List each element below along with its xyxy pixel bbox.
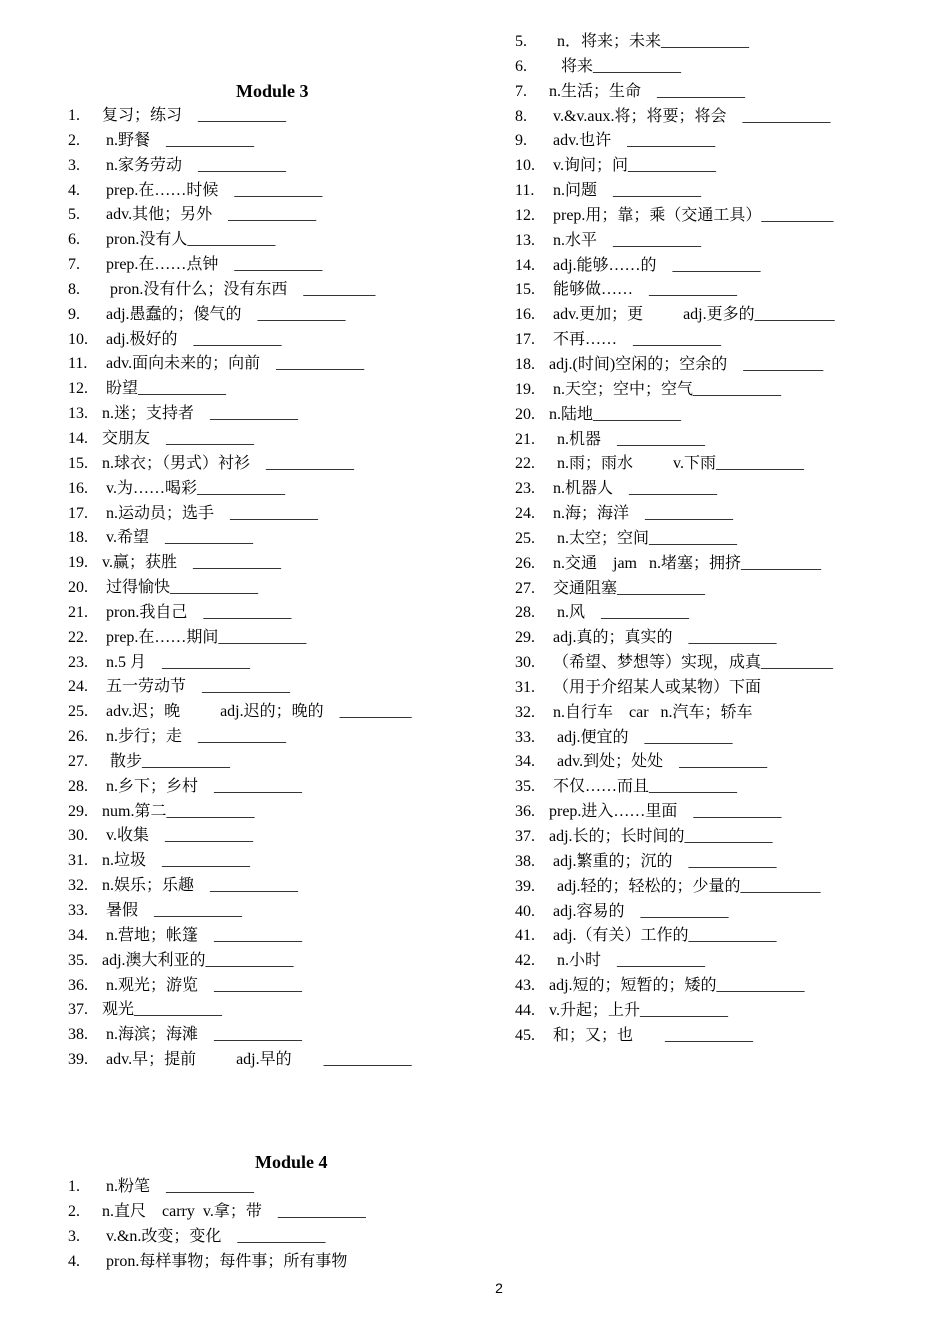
- vocab-item: [68, 551, 412, 576]
- item-number: 22.: [68, 628, 88, 646]
- vocab-item: [515, 825, 835, 850]
- vocab-item: [68, 601, 412, 626]
- item-number: 6.: [515, 57, 527, 75]
- vocab-item: [68, 179, 412, 204]
- vocab-item: [68, 203, 412, 228]
- item-text: n.风 ___________: [549, 604, 690, 622]
- item-number: 38.: [68, 1026, 88, 1044]
- item-text: 将来___________: [549, 57, 682, 75]
- item-text: adj.能够……的 ___________: [549, 256, 761, 274]
- vocab-item: [515, 204, 835, 229]
- item-text: prep.在……时候 ___________: [102, 181, 323, 199]
- item-text: adv.更加；更 adj.更多的__________: [549, 306, 835, 324]
- item-number: 20.: [515, 405, 535, 423]
- item-number: 2.: [68, 1202, 80, 1220]
- vocab-item: [515, 278, 835, 303]
- item-number: 38.: [515, 852, 535, 870]
- item-text: n.家务劳动 ___________: [102, 156, 287, 174]
- vocab-item: [68, 725, 412, 750]
- item-text: n.垃圾 ___________: [102, 852, 251, 870]
- item-number: 21.: [515, 430, 535, 448]
- vocab-item: [68, 576, 412, 601]
- item-number: 8.: [68, 280, 80, 298]
- vocab-item: [515, 875, 835, 900]
- item-text: 五一劳动节 ___________: [102, 678, 291, 696]
- vocab-item: [515, 452, 835, 477]
- vocab-item: [68, 129, 412, 154]
- item-text: adj.澳大利亚的___________: [102, 951, 294, 969]
- item-number: 5.: [515, 33, 527, 50]
- vocab-item: [68, 651, 412, 676]
- item-text: n.生活；生命 ___________: [549, 82, 746, 100]
- vocab-item: [515, 651, 835, 676]
- item-number: 21.: [68, 603, 88, 621]
- item-text: adv.到处；处处 ___________: [549, 753, 768, 771]
- vocab-item: [515, 924, 835, 949]
- vocab-item: [515, 179, 835, 204]
- vocab-item: [515, 353, 835, 378]
- item-text: n.迷；支持者 ___________: [102, 405, 299, 423]
- item-text: 暑假 ___________: [102, 902, 243, 919]
- item-number: 4.: [68, 181, 80, 199]
- item-number: 32.: [68, 877, 88, 895]
- item-text: prep.在……点钟 ___________: [102, 256, 323, 274]
- item-number: 10.: [68, 330, 88, 348]
- item-number: 36.: [68, 976, 88, 994]
- vocab-item: [68, 526, 412, 551]
- item-number: 43.: [515, 977, 535, 995]
- vocab-item: [68, 949, 412, 974]
- item-text: adj.短的；短暂的；矮的___________: [549, 977, 805, 995]
- item-text: n.海滨；海滩 ___________: [102, 1026, 303, 1044]
- item-text: 和；又；也 ___________: [549, 1026, 754, 1044]
- item-text: n.粉笔 ___________: [102, 1178, 255, 1195]
- vocab-item: [68, 328, 412, 353]
- vocab-item: [515, 254, 835, 279]
- item-number: 31.: [515, 678, 535, 696]
- vocab-item: [515, 726, 835, 751]
- item-text: n.自行车 car n.汽车；轿车: [549, 703, 753, 721]
- item-number: 23.: [515, 480, 535, 498]
- item-text: v.希望 ___________: [102, 529, 253, 547]
- item-number: 42.: [515, 952, 535, 970]
- item-text: n.太空；空间___________: [549, 529, 738, 547]
- item-text: n.娱乐；乐趣 ___________: [102, 877, 299, 895]
- vocab-item: [515, 55, 835, 80]
- vocab-item: [515, 80, 835, 105]
- vocab-item: [515, 676, 835, 701]
- item-number: 45.: [515, 1026, 535, 1044]
- vocab-item: [68, 824, 412, 849]
- item-number: 19.: [68, 554, 88, 572]
- vocab-item: [515, 154, 835, 179]
- item-text: v.&v.aux.将；将要；将会 ___________: [549, 107, 831, 125]
- item-number: 39.: [515, 877, 535, 895]
- vocab-item: [515, 229, 835, 254]
- module4-vocab-list: [68, 1175, 366, 1274]
- item-text: n.5 月 ___________: [102, 653, 251, 671]
- item-text: n.运动员；选手 ___________: [102, 504, 319, 522]
- vocab-item: [68, 1175, 366, 1200]
- item-number: 22.: [515, 455, 535, 473]
- item-number: 9.: [68, 305, 80, 323]
- item-number: 18.: [515, 355, 535, 373]
- item-number: 18.: [68, 529, 88, 547]
- item-number: 8.: [515, 107, 527, 125]
- item-text: adj.长的；长时间的___________: [549, 828, 773, 845]
- item-text: adv.也许 ___________: [549, 132, 716, 150]
- item-number: 3.: [68, 156, 80, 174]
- vocab-item: [68, 775, 412, 800]
- item-number: 2.: [68, 131, 80, 149]
- item-number: 32.: [515, 703, 535, 721]
- item-number: 26.: [68, 728, 88, 746]
- vocab-item: [515, 949, 835, 974]
- vocab-item: [515, 428, 835, 453]
- vocab-item: [68, 104, 412, 129]
- item-number: 6.: [68, 231, 80, 249]
- item-number: 3.: [68, 1227, 80, 1245]
- item-number: 4.: [68, 1252, 80, 1270]
- item-number: 27.: [515, 579, 535, 597]
- item-text: n.小时 ___________: [549, 952, 706, 970]
- item-number: 1.: [68, 107, 80, 124]
- item-number: 17.: [515, 331, 535, 349]
- item-number: 34.: [68, 926, 88, 944]
- item-number: 12.: [515, 206, 535, 224]
- item-number: 31.: [68, 852, 88, 870]
- item-number: 25.: [515, 529, 535, 547]
- vocab-item: [68, 427, 412, 452]
- item-text: adv.其他；另外 ___________: [102, 206, 317, 224]
- item-text: adv.迟；晚 adj.迟的；晚的 _________: [102, 703, 412, 721]
- vocab-item: [515, 105, 835, 130]
- item-number: 24.: [68, 678, 88, 696]
- item-text: n.观光；游览 ___________: [102, 976, 303, 994]
- vocab-item: [68, 1200, 366, 1225]
- item-text: adj.容易的 ___________: [549, 902, 729, 920]
- vocab-item: [68, 1225, 366, 1250]
- item-number: 27.: [68, 752, 88, 770]
- module4-title: Module 4: [255, 1152, 328, 1172]
- vocab-item: [68, 675, 412, 700]
- item-number: 7.: [515, 82, 527, 100]
- item-text: n.陆地___________: [549, 405, 682, 423]
- vocab-item: [515, 601, 835, 626]
- item-text: prep.进入……里面 ___________: [549, 803, 782, 821]
- vocab-item: [515, 999, 835, 1024]
- item-number: 10.: [515, 157, 535, 175]
- item-text: num.第二___________: [102, 802, 255, 820]
- module3-title: Module 3: [236, 81, 309, 101]
- item-number: 23.: [68, 653, 88, 671]
- item-number: 39.: [68, 1051, 88, 1069]
- vocab-item: [515, 750, 835, 775]
- vocab-item: [68, 278, 412, 303]
- item-text: pron.每样事物；每件事；所有事物: [102, 1252, 348, 1270]
- vocab-item: [68, 502, 412, 527]
- item-number: 30.: [68, 827, 88, 845]
- vocab-item: [68, 253, 412, 278]
- vocab-item: [68, 228, 412, 253]
- item-text: 不仅……而且___________: [549, 778, 738, 796]
- module3-vocab-list: [68, 104, 412, 1073]
- item-number: 41.: [515, 927, 535, 945]
- vocab-item: [515, 974, 835, 999]
- item-text: adj.轻的；轻松的；少量的__________: [549, 877, 821, 895]
- vocab-item: [68, 800, 412, 825]
- vocab-item: [515, 577, 835, 602]
- item-number: 29.: [68, 802, 88, 820]
- vocab-item: [68, 924, 412, 949]
- item-text: n.机器人 ___________: [549, 480, 718, 498]
- item-number: 15.: [68, 454, 88, 472]
- item-text: n.步行；走 ___________: [102, 728, 287, 746]
- vocab-item: [68, 402, 412, 427]
- item-number: 12.: [68, 380, 88, 398]
- vocab-item: [515, 1024, 835, 1049]
- item-number: 24.: [515, 505, 535, 523]
- vocab-item: [515, 850, 835, 875]
- item-text: 盼望___________: [102, 380, 227, 398]
- item-number: 14.: [515, 256, 535, 274]
- item-number: 17.: [68, 504, 88, 522]
- vocab-item: [515, 303, 835, 328]
- item-text: n.天空；空中；空气___________: [549, 380, 782, 398]
- item-number: 1.: [68, 1178, 80, 1195]
- vocab-item: [68, 700, 412, 725]
- vocab-item: [515, 701, 835, 726]
- item-text: adj.(时间)空闲的；空余的 __________: [549, 355, 824, 373]
- item-text: n.问题 ___________: [549, 182, 702, 200]
- vocab-item: [68, 998, 412, 1023]
- item-text: v.升起；上升___________: [549, 1001, 728, 1019]
- vocab-item: [68, 874, 412, 899]
- item-text: pron.没有什么；没有东西 _________: [102, 280, 376, 298]
- item-text: v.&n.改变；变化 ___________: [102, 1227, 326, 1245]
- vocab-item: [68, 477, 412, 502]
- item-number: 26.: [515, 554, 535, 572]
- item-text: n.直尺 carry v.拿；带 ___________: [102, 1202, 366, 1220]
- item-text: n.海；海洋 ___________: [549, 505, 734, 523]
- item-number: 28.: [68, 777, 88, 795]
- vocab-item: [68, 899, 412, 924]
- item-number: 37.: [515, 828, 535, 845]
- vocab-item: [68, 974, 412, 999]
- vocab-item: [515, 477, 835, 502]
- item-text: prep.用；靠；乘（交通工具）_________: [549, 206, 834, 224]
- item-number: 28.: [515, 604, 535, 622]
- vocab-item: [68, 626, 412, 651]
- item-text: prep.在……期间___________: [102, 628, 307, 646]
- item-text: n.水平 ___________: [549, 231, 702, 249]
- item-number: 33.: [68, 902, 88, 919]
- item-number: 20.: [68, 579, 88, 597]
- item-text: 交朋友 ___________: [102, 429, 255, 447]
- vocab-item: [68, 452, 412, 477]
- item-text: n.球衣；（男式）衬衫 ___________: [102, 454, 355, 472]
- item-number: 5.: [68, 206, 80, 224]
- vocab-item: [68, 303, 412, 328]
- vocab-item: [515, 403, 835, 428]
- item-number: 19.: [515, 380, 535, 398]
- item-text: n.野餐 ___________: [102, 131, 255, 149]
- item-number: 11.: [68, 355, 88, 373]
- item-text: adv.早；提前 adj.早的 ___________: [102, 1051, 412, 1069]
- item-number: 30.: [515, 654, 535, 672]
- item-number: 11.: [515, 182, 535, 200]
- item-number: 29.: [515, 629, 535, 647]
- item-number: 25.: [68, 703, 88, 721]
- vocab-item: [68, 377, 412, 402]
- item-text: 过得愉快___________: [102, 579, 259, 597]
- item-text: n.营地；帐篷 ___________: [102, 926, 303, 944]
- item-text: 散步___________: [102, 752, 231, 770]
- item-text: adj.便宜的 ___________: [549, 728, 733, 746]
- vocab-item: [68, 1023, 412, 1048]
- item-number: 13.: [68, 405, 88, 423]
- item-text: pron.没有人___________: [102, 231, 276, 249]
- item-text: adj.（有关）工作的___________: [549, 927, 777, 945]
- item-number: 35.: [68, 951, 88, 969]
- vocab-item: [515, 775, 835, 800]
- item-number: 9.: [515, 132, 527, 150]
- item-number: 34.: [515, 753, 535, 771]
- item-text: n.乡下；乡村 ___________: [102, 777, 303, 795]
- item-text: adj.愚蠢的；傻气的 ___________: [102, 305, 346, 323]
- vocab-item: [68, 352, 412, 377]
- item-text: v.收集 ___________: [102, 827, 253, 845]
- item-number: 16.: [68, 479, 88, 497]
- item-text: v.赢；获胜 ___________: [102, 554, 281, 572]
- item-number: 37.: [68, 1001, 88, 1019]
- vocab-item: [68, 1048, 412, 1073]
- vocab-item: [515, 626, 835, 651]
- item-text: 观光___________: [102, 1001, 223, 1019]
- item-number: 33.: [515, 728, 535, 746]
- page-number: 2: [495, 1280, 503, 1296]
- module3-vocab-list-continued: [515, 30, 835, 1049]
- vocab-item: [515, 328, 835, 353]
- item-number: 35.: [515, 778, 535, 796]
- item-text: 复习；练习 ___________: [102, 107, 287, 124]
- item-number: 7.: [68, 256, 80, 274]
- item-text: adj.繁重的；沉的 ___________: [549, 852, 777, 870]
- vocab-item: [68, 849, 412, 874]
- vocab-item: [68, 750, 412, 775]
- item-number: 36.: [515, 803, 535, 821]
- item-number: 44.: [515, 1001, 535, 1019]
- vocab-item: [515, 527, 835, 552]
- item-number: 14.: [68, 429, 88, 447]
- vocab-item: [515, 129, 835, 154]
- item-text: 交通阻塞___________: [549, 579, 706, 597]
- vocab-item: [515, 378, 835, 403]
- item-number: 13.: [515, 231, 535, 249]
- item-number: 40.: [515, 902, 535, 920]
- item-number: 15.: [515, 281, 535, 299]
- vocab-item: [68, 154, 412, 179]
- item-text: 不再…… ___________: [549, 331, 722, 349]
- item-number: 16.: [515, 306, 535, 324]
- item-text: （希望、梦想等）实现，成真_________: [549, 654, 834, 672]
- item-text: n.雨；雨水 v.下雨___________: [549, 455, 804, 473]
- item-text: v.询问；问___________: [549, 157, 716, 175]
- item-text: adj.极好的 ___________: [102, 330, 282, 348]
- item-text: n.交通 jam n.堵塞；拥挤__________: [549, 554, 821, 572]
- item-text: v.为……喝彩___________: [102, 479, 285, 497]
- item-text: （用于介绍某人或某物）下面: [549, 678, 762, 696]
- vocab-item: [515, 502, 835, 527]
- vocab-item: [515, 30, 835, 55]
- item-text: pron.我自己 ___________: [102, 603, 292, 621]
- vocab-item: [68, 1250, 366, 1275]
- item-text: adj.真的；真实的 ___________: [549, 629, 777, 647]
- vocab-item: [515, 800, 835, 825]
- vocab-item: [515, 552, 835, 577]
- item-text: 能够做…… ___________: [549, 281, 738, 299]
- item-text: n.机器 ___________: [549, 430, 706, 448]
- item-text: adv.面向未来的；向前 ___________: [102, 355, 365, 373]
- item-text: n．将来；未来___________: [549, 33, 750, 50]
- vocab-item: [515, 900, 835, 925]
